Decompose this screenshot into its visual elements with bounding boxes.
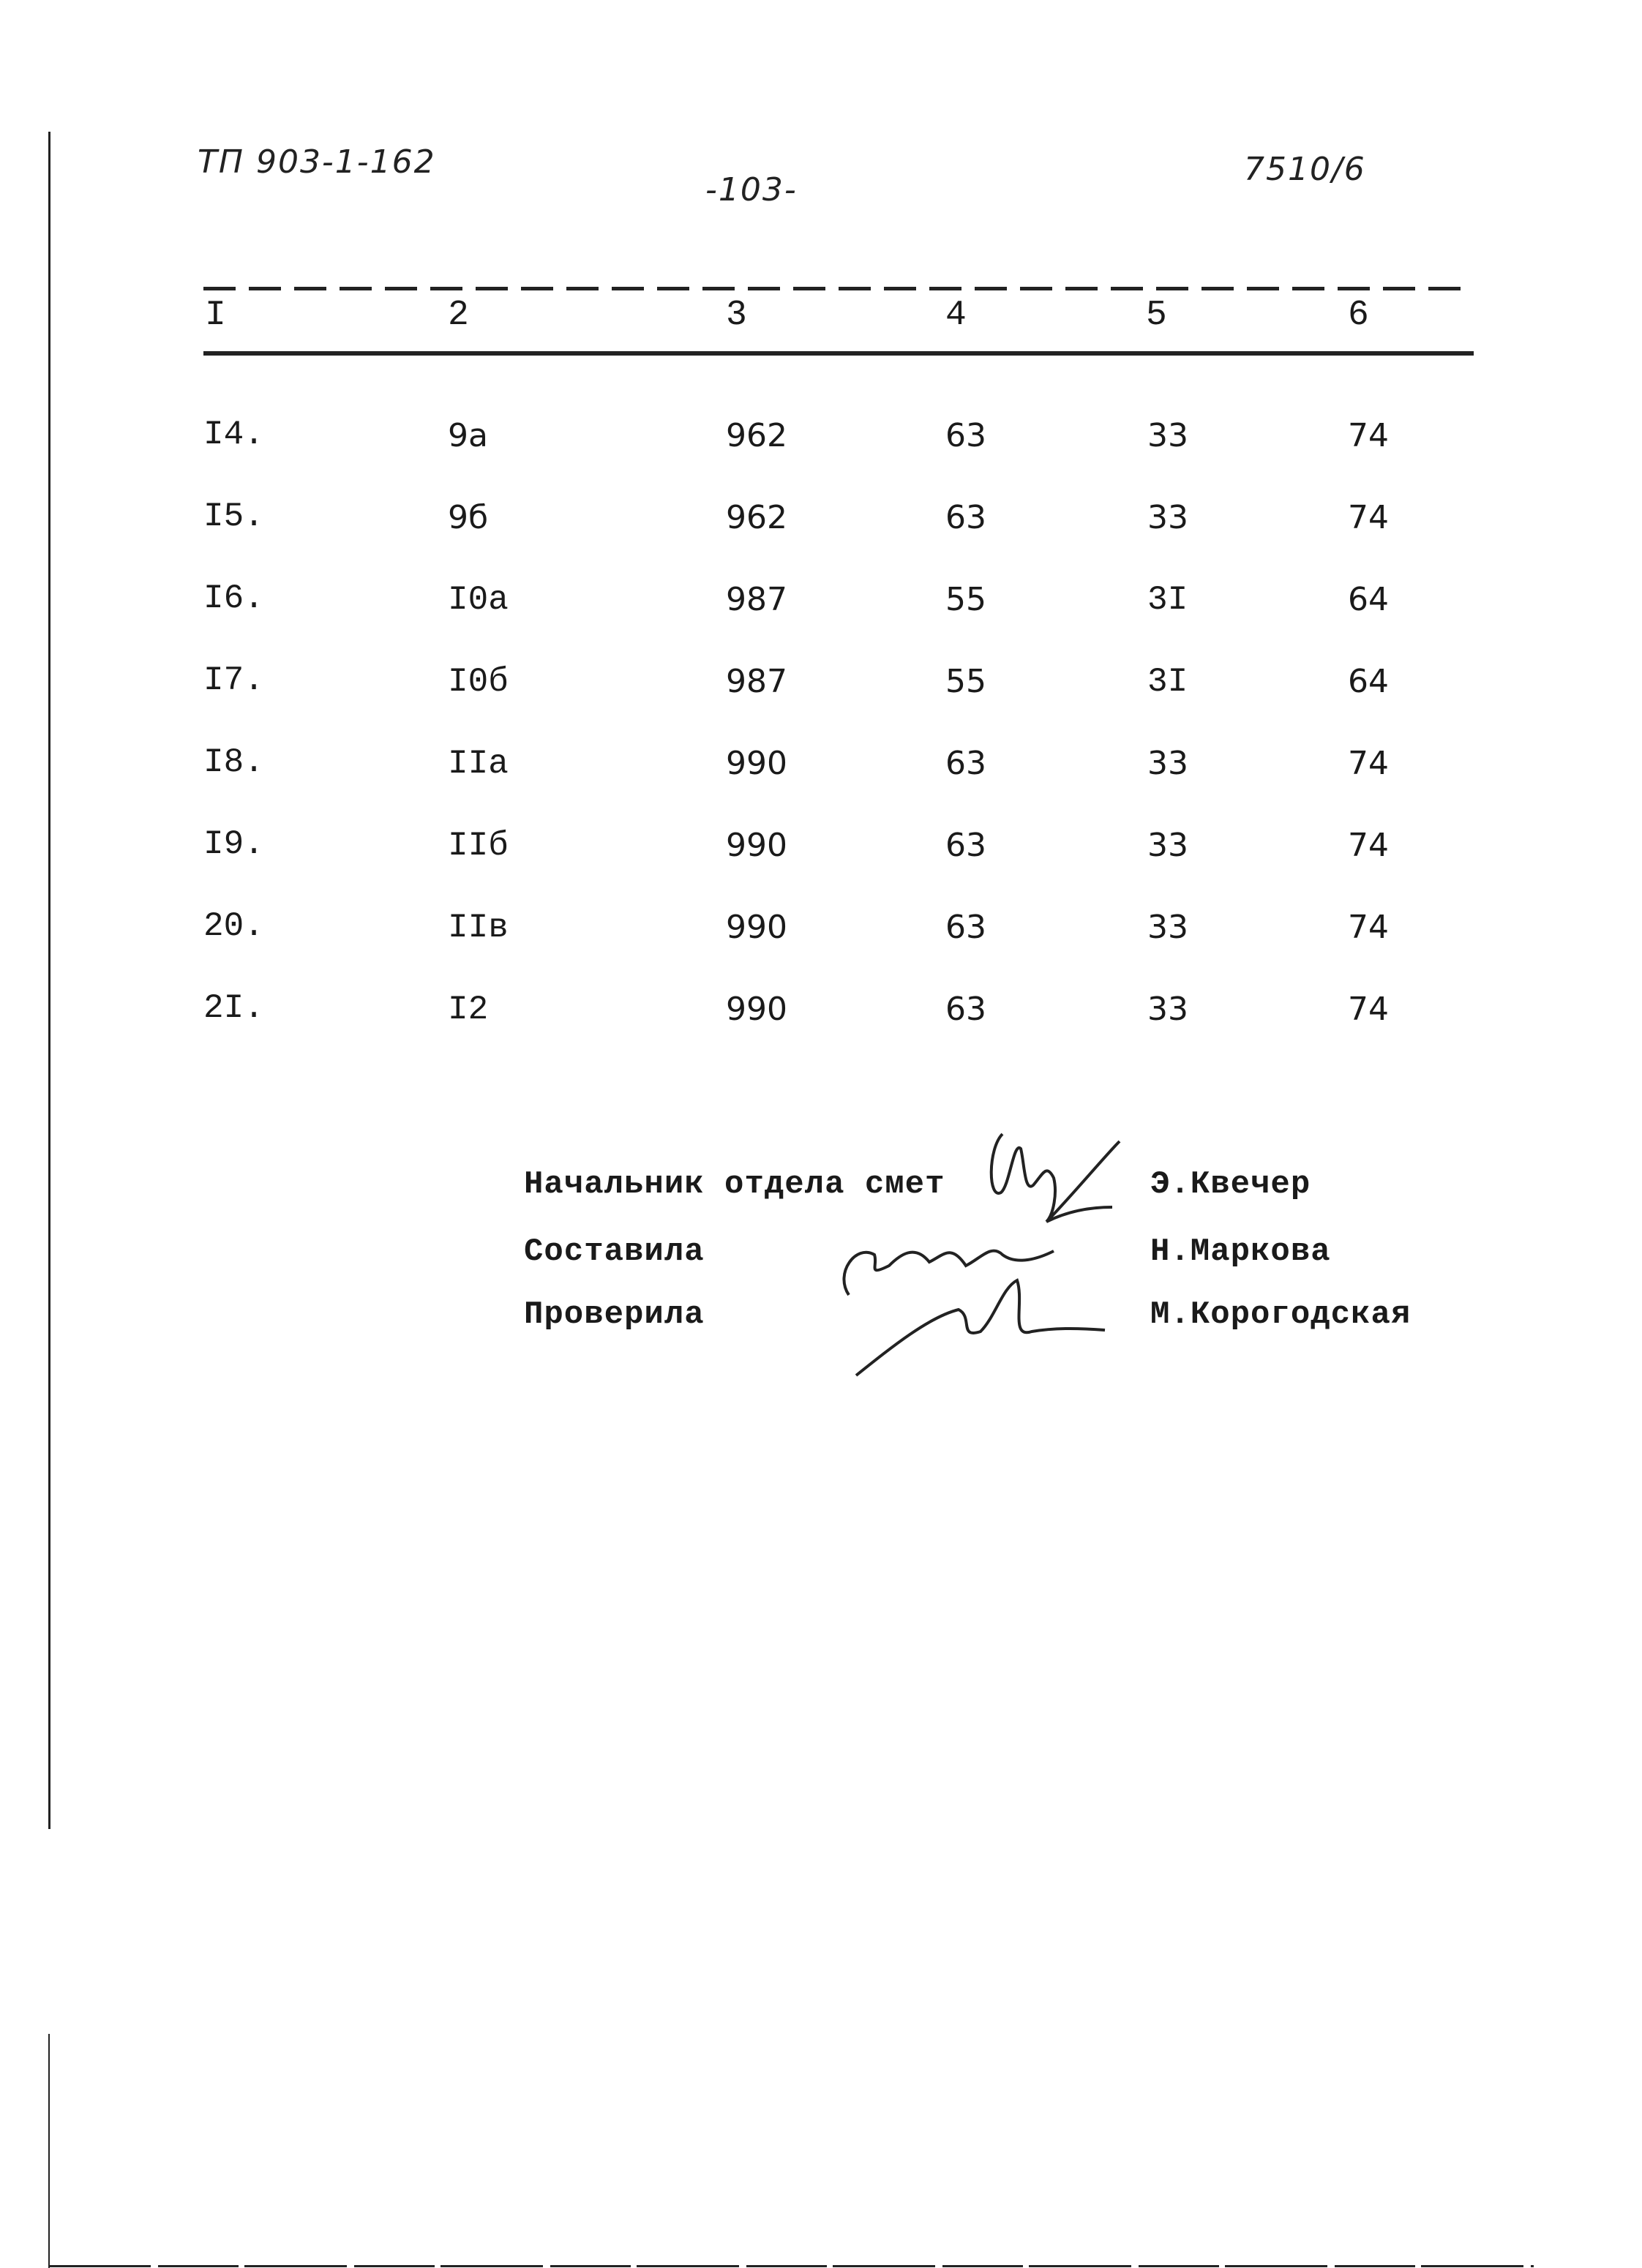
signature-role: Проверила [524,1296,705,1333]
value-cell: 55 [945,663,986,700]
signatory-name: Э.Квечер [1150,1166,1311,1203]
value-cell: 74 [1348,991,1389,1028]
value-cell: 987 [726,663,787,700]
value-cell: 74 [1348,745,1389,782]
value-cell: 63 [945,745,986,782]
page-number: -103- [705,171,798,209]
left-margin-line [48,132,50,1829]
item-code-cell: IIв [448,909,509,947]
value-cell: 63 [945,499,986,536]
row-number-cell: I7. [203,661,264,699]
value-cell: 63 [945,909,986,946]
value-cell: 64 [1348,581,1389,618]
item-code-cell: IIб [448,827,509,865]
left-margin-line-lower [48,2034,50,2268]
value-cell: 990 [726,991,787,1028]
value-cell: 962 [726,499,787,536]
column-header: 2 [448,296,469,335]
value-cell: 990 [726,827,787,864]
value-cell: 3I [1147,663,1188,701]
doc-code: ТП 903-1-162 [198,143,436,181]
column-header: 3 [726,296,747,335]
value-cell: 63 [945,827,986,864]
value-cell: 74 [1348,499,1389,536]
value-cell: 33 [1147,991,1188,1028]
column-header: 5 [1146,296,1167,335]
value-cell: 3I [1147,581,1188,619]
value-cell: 33 [1147,417,1188,454]
item-code-cell: I0а [448,581,509,619]
value-cell: 63 [945,991,986,1028]
signature-role: Начальник отдела смет [524,1166,945,1203]
value-cell: 64 [1348,663,1389,700]
item-code-cell: I2 [448,991,489,1029]
column-header: I [205,296,226,335]
value-cell: 33 [1147,909,1188,946]
value-cell: 74 [1348,417,1389,454]
item-code-cell: I0б [448,663,509,701]
signature-role: Составила [524,1233,705,1270]
row-number-cell: I4. [203,416,264,454]
value-cell: 74 [1348,909,1389,946]
row-number-cell: I8. [203,743,264,781]
item-code-cell: 9а [448,417,488,454]
item-code-cell: 9б [448,499,489,536]
signature-stroke-1 [991,1134,1120,1222]
row-number-cell: 2I. [203,989,264,1027]
handwritten-signatures [805,1097,1156,1390]
column-header: 6 [1348,296,1369,335]
value-cell: 33 [1147,499,1188,536]
signatory-name: Н.Маркова [1150,1233,1331,1270]
row-number-cell: 20. [203,907,264,945]
value-cell: 990 [726,745,787,782]
value-cell: 33 [1147,745,1188,782]
value-cell: 962 [726,417,787,454]
signature-stroke-3 [856,1280,1105,1375]
row-number-cell: I5. [203,497,264,536]
row-number-cell: I6. [203,579,264,617]
row-number-cell: I9. [203,825,264,863]
value-cell: 63 [945,417,986,454]
column-header: 4 [945,296,967,335]
value-cell: 987 [726,581,787,618]
value-cell: 990 [726,909,787,946]
value-cell: 55 [945,581,986,618]
bottom-border-line [48,2265,1534,2267]
item-code-cell: IIа [448,745,509,783]
value-cell: 74 [1348,827,1389,864]
table-header-rule [203,351,1474,356]
archive-number: 7510/6 [1244,151,1366,188]
value-cell: 33 [1147,827,1188,864]
table-top-dashed-rule [203,287,1474,290]
signature-stroke-2 [844,1251,1054,1295]
signatory-name: М.Корогодская [1150,1296,1412,1333]
